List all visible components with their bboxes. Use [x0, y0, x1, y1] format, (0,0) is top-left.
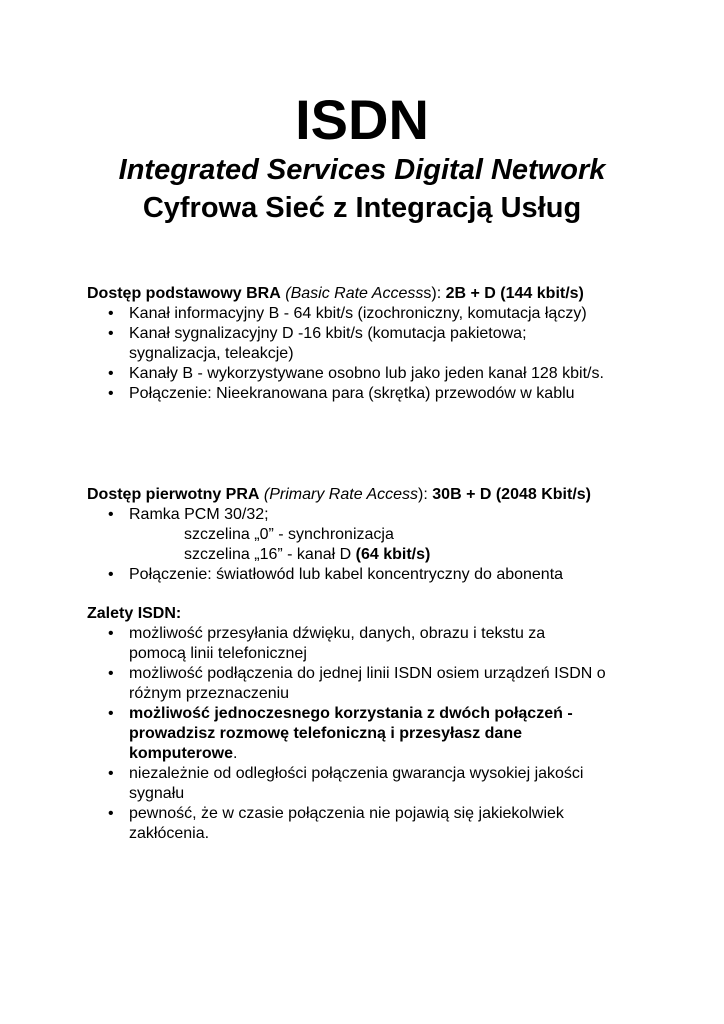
pra-sub-item: szczelina „0” - synchronizacja	[184, 526, 394, 543]
list-item: • Połączenie: Nieekranowana para (skrętka) przewodów w kablu	[108, 385, 575, 402]
bra-heading-italic: (Basic Rate Access	[285, 285, 424, 302]
list-item: • Ramka PCM 30/32;	[108, 506, 269, 523]
bra-heading	[87, 284, 687, 304]
bra-list	[87, 304, 687, 404]
list-item: • Połączenie: światłowód lub kabel koncentryczny do abonenta	[108, 566, 564, 583]
list-item: • możliwość jednoczesnego korzystania z dwóch połączeń - prowadzisz rozmowę telefoniczną i przesyłasz dane komputerowe.	[108, 705, 573, 762]
bullet-icon: •	[108, 805, 114, 822]
bra-heading-value: 2B + D (144 kbit/s)	[445, 285, 584, 302]
bra-heading-label: Dostęp podstawowy BRA	[87, 285, 281, 302]
subtitle-english: Integrated Services Digital Network	[118, 154, 606, 186]
list-item: • Kanały B - wykorzystywane osobno lub jako jeden kanał 128 kbit/s.	[108, 365, 604, 382]
pra-heading	[87, 485, 687, 505]
pra-heading-tail: ):	[418, 486, 428, 503]
bullet-icon: •	[108, 365, 114, 382]
bullet-icon: •	[108, 625, 114, 642]
list-item: • Kanał sygnalizacyjny D -16 kbit/s (komutacja pakietowa; sygnalizacja, teleakcje)	[108, 325, 527, 362]
list-item: • możliwość podłączenia do jednej linii ISDN osiem urządzeń ISDN o różnym przeznaczeniu	[108, 665, 606, 702]
bullet-icon: •	[108, 566, 114, 583]
bra-heading-tail: s):	[423, 285, 442, 302]
pra-sub-item: szczelina „16” - kanał D (64 kbit/s)	[184, 546, 431, 563]
pra-list	[87, 505, 687, 525]
bullet-icon: •	[108, 765, 114, 782]
page-title: ISDN	[295, 88, 429, 151]
bra-section	[87, 284, 687, 404]
bullet-icon: •	[108, 325, 114, 342]
advantages-section	[87, 604, 687, 844]
bullet-icon: •	[108, 506, 114, 523]
pra-list-2	[87, 565, 687, 585]
bullet-icon: •	[108, 385, 114, 402]
pra-section	[87, 485, 687, 585]
subtitle-polish: Cyfrowa Sieć z Integracją Usług	[142, 192, 582, 224]
list-item: • niezależnie od odległości połączenia gwarancja wysokiej jakości sygnału	[108, 765, 584, 802]
bullet-icon: •	[108, 665, 114, 682]
pra-heading-label: Dostęp pierwotny PRA	[87, 486, 260, 503]
advantages-list	[87, 624, 687, 844]
bullet-icon: •	[108, 305, 114, 322]
pra-heading-italic: (Primary Rate Access	[263, 486, 419, 503]
pra-heading-value: 30B + D (2048 Kbit/s)	[432, 486, 591, 503]
list-item: • Kanał informacyjny B - 64 kbit/s (izochroniczny, komutacja łączy)	[108, 305, 587, 322]
list-item: • pewność, że w czasie połączenia nie pojawią się jakiekolwiek zakłócenia.	[108, 805, 564, 842]
advantages-heading: Zalety ISDN:	[87, 605, 182, 622]
list-item: • możliwość przesyłania dźwięku, danych, obrazu i tekstu za pomocą linii telefonicznej	[108, 625, 546, 662]
bullet-icon: •	[108, 705, 114, 722]
